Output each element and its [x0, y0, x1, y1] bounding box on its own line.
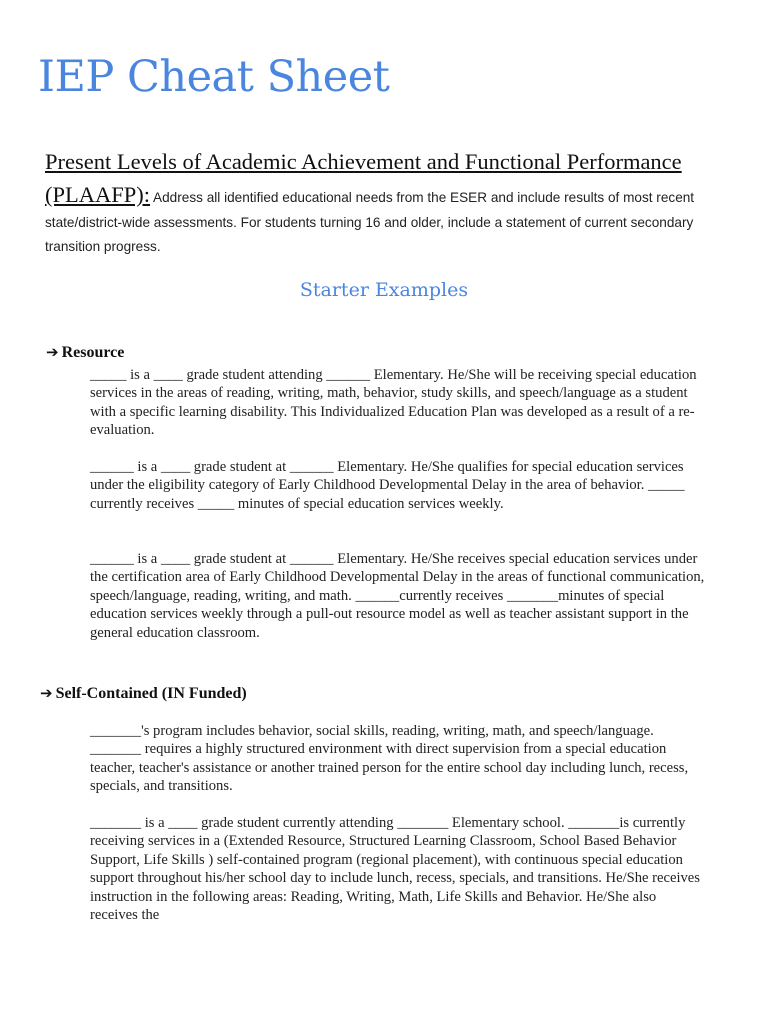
self-contained-heading [40, 682, 247, 705]
self-contained-example-1: _______'s program includes behavior, social skills, reading, writing, math, and speech/language. _______ requires a highly structured environment with direct supervision from a special education teacher, teacher's assistance or another trained person for the entire school day including lunch, recess, specials, and transitions. [90, 723, 689, 795]
resource-example-3: ______ is a ____ grade student at ______ Elementary. He/She receives special education services under the certification area of Early Childhood Developmental Delay in the areas of functional communication, speech/language, reading, writing, and math. ______currently receives _______minutes of special education services weekly through a pull-out resource model as well as teacher assistant support in the general education classroom. [90, 551, 705, 641]
document-title: IEP Cheat Sheet [38, 52, 390, 102]
starter-examples-heading: Starter Examples [299, 279, 469, 301]
resource-example-2: ______ is a ____ grade student at ______ Elementary. He/She qualifies for special education services under the eligibility category of Early Childhood Developmental Delay in the area of behavior. _____ currently receives _____ minutes of special education services weekly. [90, 459, 685, 512]
self-contained-heading-label: Self-Contained (IN Funded) [55, 685, 247, 702]
plaafp-description: Address all identified educational needs from the ESER and include results of most recent state/district-wide assessments. For students turning 16 and older, include a statement of current secondary transition progress. [45, 190, 695, 254]
arrow-right-icon: ➔ [46, 343, 59, 361]
plaafp-heading: Present Levels of Academic Achievement and Functional Performance (PLAAFP): [45, 149, 682, 207]
resource-heading-label: Resource [61, 344, 125, 361]
self-contained-example-2: _______ is a ____ grade student currently attending _______ Elementary school. _______is currently receiving services in a (Extended Resource, Structured Learning Classroom, School Based Behavior Support, Life Skills ) self-contained program (regional placement), with continuous special education support throughout his/her school day to include lunch, recess, specials, and transitions. He/She receives instruction in the following areas: Reading, Writing, Math, Life Skills and Behavior. He/She also receives the [90, 815, 700, 924]
arrow-right-icon: ➔ [40, 684, 53, 702]
resource-heading [46, 341, 124, 364]
resource-example-1: _____ is a ____ grade student attending ______ Elementary. He/She will be receiving special education services in the areas of reading, writing, math, behavior, study skills, and speech/language as a student with a specific learning disability. This Individualized Education Plan was developed as a result of a re-evaluation. [90, 367, 697, 439]
plaafp-paragraph [45, 145, 705, 259]
